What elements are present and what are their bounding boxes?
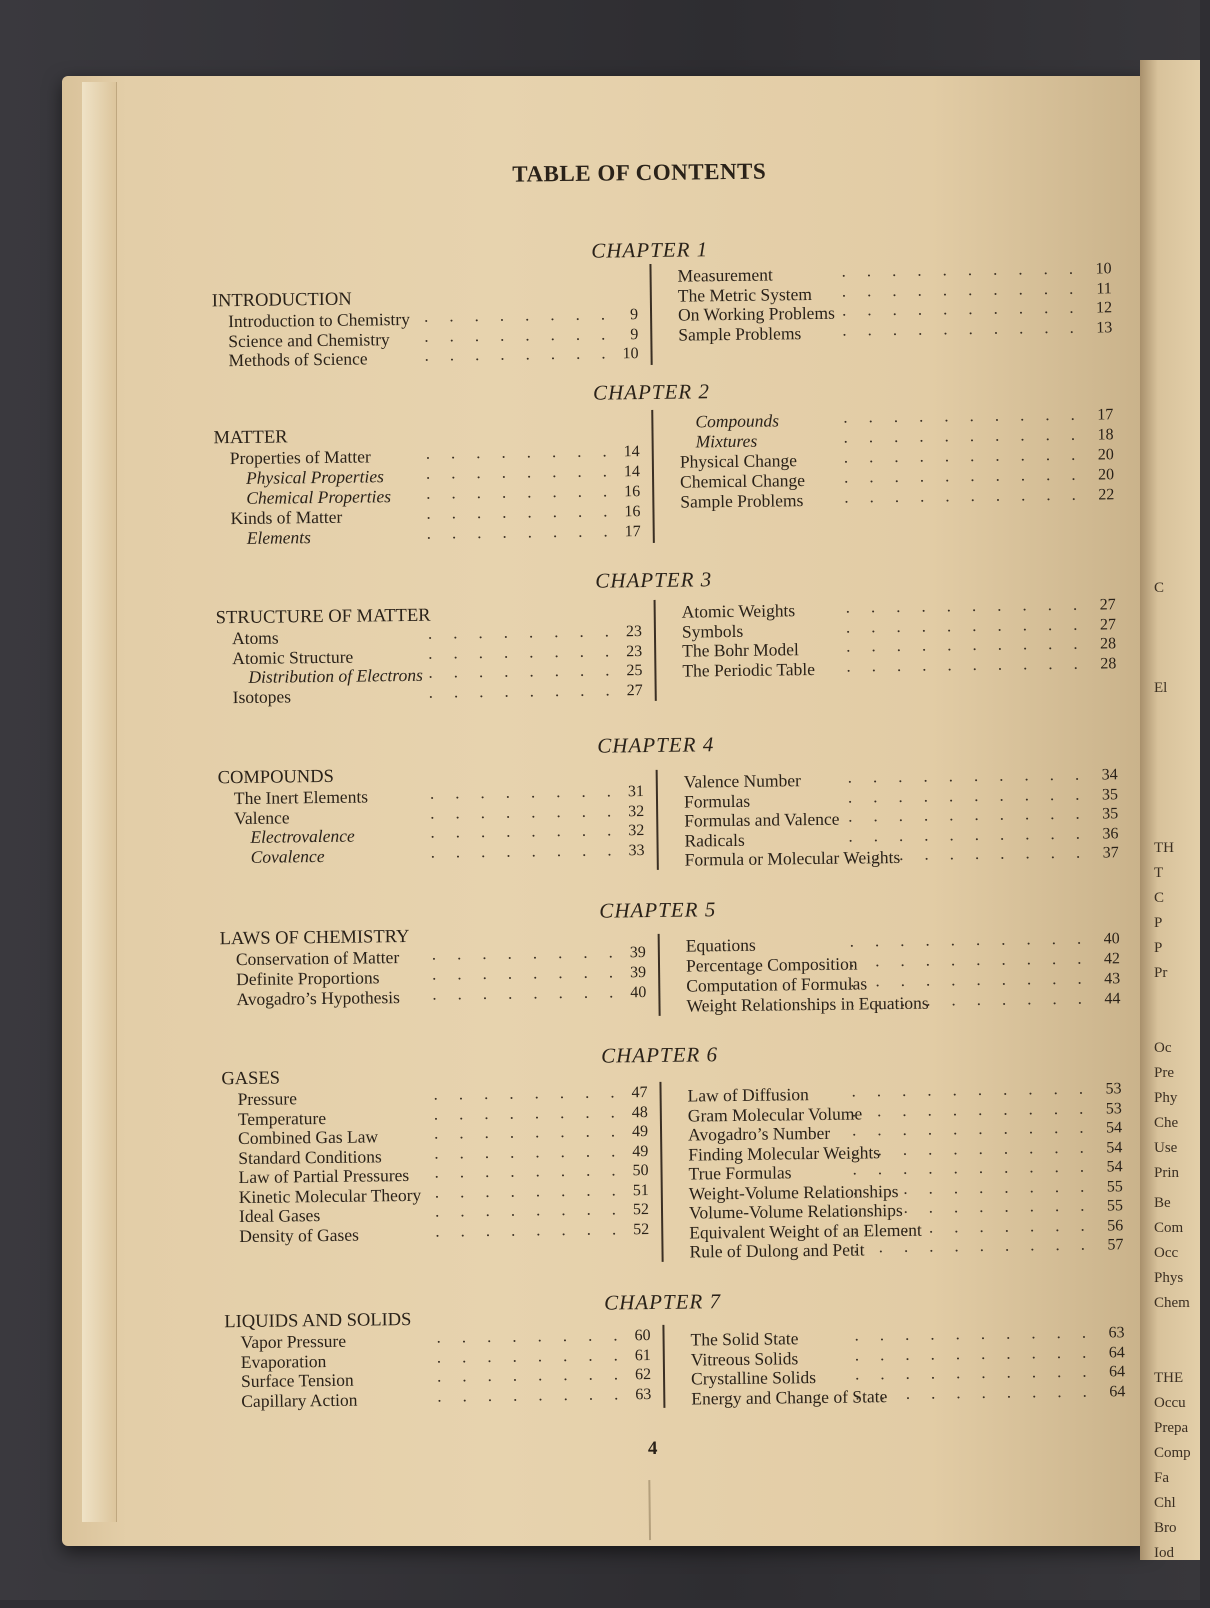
toc-entry-label[interactable]: Ideal Gases <box>238 1205 321 1227</box>
toc-entry-page: 53 <box>1105 1080 1122 1098</box>
toc-entry-page: 55 <box>1106 1197 1124 1215</box>
toc-entry-label[interactable]: Atomic Weights <box>681 600 796 622</box>
toc-entry-label[interactable]: The Metric System <box>677 283 813 306</box>
toc-entry-page: 18 <box>1097 426 1114 444</box>
toc-entry-label[interactable]: Volume-Volume Relationships <box>688 1199 903 1223</box>
facing-page-text: TH <box>1154 840 1174 856</box>
toc-entry-label[interactable]: Isotopes <box>232 685 292 707</box>
facing-page-text: Prepa <box>1154 1420 1189 1436</box>
toc-entry-page: 47 <box>631 1084 648 1102</box>
toc-entry-page: 64 <box>1108 1363 1126 1381</box>
leader-dots: .......... <box>846 633 1099 656</box>
toc-entry-page: 42 <box>1103 950 1121 968</box>
toc-entry-label[interactable]: Compounds <box>695 410 780 432</box>
toc-entry-page: 31 <box>627 783 645 801</box>
toc-entry-page: 64 <box>1108 1343 1125 1361</box>
toc-entry-page: 55 <box>1106 1177 1123 1195</box>
leader-dots: ........ <box>433 1121 637 1143</box>
toc-entry-label[interactable]: Atoms <box>231 627 279 649</box>
leader-dots: .......... <box>852 1136 1105 1160</box>
facing-page-text: Chl <box>1154 1495 1176 1511</box>
toc-entry-page: 20 <box>1097 466 1115 484</box>
leader-dots: .......... <box>843 424 1097 447</box>
toc-entry-page: 52 <box>632 1201 650 1219</box>
facing-page-text: Chem <box>1154 1295 1190 1311</box>
toc-entry-label[interactable]: Measurement <box>677 264 773 286</box>
column-divider <box>651 410 654 543</box>
facing-page-text: Com <box>1154 1220 1184 1236</box>
facing-page-text: Be <box>1154 1195 1171 1211</box>
facing-page-text: Pr <box>1154 965 1168 981</box>
toc-entry-label[interactable]: Percentage Composition <box>685 953 858 976</box>
toc-entry-page: 10 <box>622 345 639 363</box>
toc-entry-label[interactable]: Crystalline Solids <box>690 1367 817 1389</box>
toc-entry-page: 32 <box>628 802 645 820</box>
toc-entry-label[interactable]: The Bohr Model <box>682 639 799 661</box>
toc-entry-label[interactable]: Avogadro’s Hypothesis <box>236 987 400 1010</box>
leader-dots: .......... <box>851 1097 1105 1121</box>
leader-dots: ........ <box>428 640 631 663</box>
leader-dots: .......... <box>849 948 1103 971</box>
toc-entry-page: 39 <box>630 964 647 982</box>
chapter-heading: CHAPTER 1 <box>591 237 709 263</box>
toc-entry-label[interactable]: Radicals <box>684 829 745 851</box>
leader-dots: ........ <box>429 781 633 803</box>
toc-entry-page: 35 <box>1102 805 1119 823</box>
leader-dots: ........ <box>436 1364 640 1386</box>
toc-entry-label[interactable]: Distribution of Electrons <box>248 664 423 687</box>
toc-entry-page: 51 <box>632 1181 649 1199</box>
leader-dots: ........ <box>424 343 627 365</box>
toc-entry-label[interactable]: Temperature <box>237 1107 327 1129</box>
toc-entry-label[interactable]: Gram Molecular Volume <box>687 1102 863 1126</box>
chapter-heading: CHAPTER 2 <box>592 379 711 405</box>
leader-dots: ........ <box>433 1082 636 1104</box>
leader-dots: ........ <box>426 501 629 523</box>
column-divider <box>659 1082 663 1262</box>
leader-dots: .......... <box>846 653 1099 676</box>
toc-entry-page: 11 <box>1096 279 1112 298</box>
section-topic: STRUCTURE OF MATTER <box>215 605 431 629</box>
toc-entry-page: 56 <box>1107 1216 1124 1234</box>
leader-dots: ........ <box>426 521 629 543</box>
leader-dots: .......... <box>852 1156 1106 1179</box>
toc-entry-label[interactable]: Weight-Volume Relationships <box>688 1180 899 1204</box>
toc-entry-page: 27 <box>1099 596 1116 614</box>
leader-dots: .......... <box>848 822 1102 846</box>
toc-entry-page: 23 <box>626 642 643 660</box>
toc-entry-page: 44 <box>1104 990 1121 1008</box>
toc-entry-label[interactable]: Avogadro’s Number <box>687 1122 831 1145</box>
section-topic: MATTER <box>213 427 288 449</box>
toc-entry-label[interactable]: The Inert Elements <box>233 786 369 809</box>
leader-dots: ........ <box>426 481 629 503</box>
leader-dots: .......... <box>847 783 1101 807</box>
leader-dots: ........ <box>436 1325 639 1347</box>
leader-dots: .......... <box>841 297 1095 320</box>
toc-entry-page: 13 <box>1096 318 1113 337</box>
leader-dots: .......... <box>842 317 1095 340</box>
leader-dots: ........ <box>430 800 633 823</box>
facing-page-text: Occu <box>1154 1395 1186 1411</box>
section-topic: COMPOUNDS <box>217 766 334 789</box>
toc-entry-label[interactable]: Surface Tension <box>240 1369 354 1392</box>
leader-dots: .......... <box>849 928 1103 951</box>
toc-entry-label[interactable]: Symbols <box>681 620 744 642</box>
toc-entry-label[interactable]: Vapor Pressure <box>240 1330 347 1353</box>
facing-page-text: Phys <box>1154 1270 1184 1286</box>
toc-entry-page: 20 <box>1097 446 1114 464</box>
toc-entry-label[interactable]: Introduction to Chemistry <box>227 308 411 332</box>
leader-dots: .......... <box>854 1341 1108 1365</box>
toc-entry-page: 53 <box>1105 1099 1122 1117</box>
leader-dots: .......... <box>850 988 1104 1011</box>
leader-dots: ........ <box>436 1344 639 1367</box>
toc-entry-page: 43 <box>1104 970 1121 988</box>
toc-entry-label[interactable]: Mixtures <box>695 430 758 452</box>
section-topic: LIQUIDS AND SOLIDS <box>224 1309 412 1333</box>
leader-dots: .......... <box>847 764 1101 787</box>
facing-page-text: C <box>1154 890 1165 906</box>
leader-dots: ........ <box>434 1199 638 1221</box>
toc-entry-page: 16 <box>624 503 641 521</box>
leader-dots: ........ <box>425 461 629 483</box>
toc-entry-label[interactable]: Chemical Properties <box>246 486 392 508</box>
toc-entry-page: 34 <box>1101 766 1118 784</box>
toc-entry-label[interactable]: Energy and Change of State <box>691 1385 888 1409</box>
toc-entry-label[interactable]: Science and Chemistry <box>228 328 390 351</box>
facing-page-text: Fa <box>1154 1470 1169 1486</box>
toc-entry-label[interactable]: Conservation of Matter <box>235 947 400 970</box>
toc-entry-page: 10 <box>1095 260 1112 278</box>
facing-page-text: El <box>1154 680 1168 696</box>
leader-dots: .......... <box>851 1117 1105 1140</box>
facing-page-text: Iod <box>1154 1545 1174 1561</box>
toc-entry-page: 25 <box>626 662 643 680</box>
toc-entry-page: 12 <box>1095 299 1113 317</box>
leader-dots: .......... <box>853 1234 1107 1257</box>
leader-dots: ........ <box>432 982 635 1004</box>
leader-dots: ........ <box>434 1160 637 1182</box>
toc-entry-label[interactable]: Valence <box>234 806 290 828</box>
section-topic: GASES <box>221 1068 281 1090</box>
toc-entry-page: 33 <box>628 841 645 859</box>
toc-entry-label[interactable]: The Periodic Table <box>682 658 816 681</box>
leader-dots: .......... <box>848 803 1101 826</box>
toc-entry-label[interactable]: Combined Gas Law <box>237 1126 379 1149</box>
leader-dots: ........ <box>423 304 627 326</box>
toc-entry-page: 60 <box>634 1327 651 1345</box>
toc-entry-label[interactable]: Electrovalence <box>250 825 355 847</box>
toc-entry-label[interactable]: Formulas <box>683 790 751 812</box>
toc-entry-label[interactable]: Formulas and Valence <box>684 808 840 831</box>
leader-dots: ........ <box>434 1140 637 1163</box>
toc-entry-page: 9 <box>629 306 639 324</box>
toc-entry-page: 49 <box>631 1123 649 1141</box>
leader-dots: ........ <box>433 1101 636 1124</box>
facing-page-text: Oc <box>1154 1040 1172 1056</box>
chapter-heading: CHAPTER 4 <box>597 732 715 758</box>
toc-entry-page: 50 <box>632 1162 649 1180</box>
toc-entry-page: 54 <box>1105 1119 1123 1137</box>
chapter-heading: CHAPTER 3 <box>595 567 713 593</box>
toc-entry-label[interactable]: Equivalent Weight of an Element <box>689 1219 922 1243</box>
leader-dots: .......... <box>851 1078 1105 1101</box>
toc-entry-page: 9 <box>630 325 639 343</box>
toc-entry-label[interactable]: Pressure <box>237 1088 298 1110</box>
toc-entry-page: 54 <box>1106 1138 1123 1156</box>
facing-page-text: Che <box>1154 1115 1179 1131</box>
page-title: TABLE OF CONTENTS <box>512 158 767 187</box>
toc-entry-label[interactable]: On Working Problems <box>677 302 835 325</box>
toc-entry-page: 14 <box>623 463 641 481</box>
leader-dots: ........ <box>430 820 633 842</box>
column-divider <box>658 934 661 1016</box>
leader-dots: .......... <box>853 1214 1106 1238</box>
column-divider <box>654 600 657 701</box>
toc-entry-label[interactable]: Finding Molecular Weights <box>688 1141 881 1165</box>
toc-entry-page: 16 <box>624 483 641 501</box>
leader-dots: ........ <box>437 1383 640 1406</box>
toc-entry-label[interactable]: Covalence <box>250 845 325 867</box>
facing-page-text: Occ <box>1154 1245 1179 1261</box>
facing-page-text: Comp <box>1154 1445 1191 1461</box>
column-divider <box>649 264 652 365</box>
toc-entry-label[interactable]: Kinds of Matter <box>230 506 343 529</box>
toc-entry-label[interactable]: Valence Number <box>683 770 802 792</box>
leader-dots: ........ <box>430 839 633 862</box>
toc-entry-label[interactable]: Formula or Molecular Weights <box>684 846 901 870</box>
column-divider <box>662 1325 665 1408</box>
leader-dots: ........ <box>431 962 635 984</box>
column-divider <box>656 770 659 870</box>
toc-entry-page: 57 <box>1107 1236 1124 1254</box>
chapter-heading: CHAPTER 6 <box>600 1042 719 1068</box>
toc-entry-page: 40 <box>630 984 647 1002</box>
toc-entry-page: 27 <box>626 681 643 699</box>
toc-entry-label[interactable]: Law of Partial Pressures <box>238 1164 410 1188</box>
toc-entry-label[interactable]: Sample Problems <box>678 322 802 345</box>
leader-dots: .......... <box>843 444 1097 467</box>
toc-entry-label[interactable]: Physical Change <box>679 450 798 472</box>
facing-page-text: C <box>1154 580 1165 596</box>
toc-entry-page: 40 <box>1103 930 1120 948</box>
toc-entry-label[interactable]: Chemical Change <box>679 470 806 492</box>
toc-entry-label[interactable]: Capillary Action <box>241 1389 358 1411</box>
toc-entry-label[interactable]: Physical Properties <box>245 466 385 488</box>
leader-dots: .......... <box>850 968 1103 991</box>
leader-dots: .......... <box>854 1322 1108 1345</box>
chapter-heading: CHAPTER 5 <box>599 897 717 923</box>
leader-dots: ........ <box>431 942 634 964</box>
toc-entry-label[interactable]: Law of Diffusion <box>687 1084 809 1106</box>
toc-entry-page: 22 <box>1098 486 1115 504</box>
facing-page-text: P <box>1154 940 1163 956</box>
leader-dots: ........ <box>424 323 627 346</box>
leader-dots: ........ <box>427 621 631 643</box>
toc-entry-label[interactable]: Vitreous Solids <box>690 1347 799 1370</box>
leader-dots: .......... <box>841 278 1095 301</box>
toc-entry-page: 63 <box>1108 1324 1125 1342</box>
page-number: 4 <box>647 1437 658 1460</box>
toc-entry-label[interactable]: Equations <box>685 934 756 956</box>
leader-dots: .......... <box>848 842 1102 865</box>
toc-entry-label[interactable]: Evaporation <box>240 1350 327 1372</box>
leader-dots: .......... <box>843 464 1097 487</box>
toc-entry-label[interactable]: Atomic Structure <box>232 646 354 668</box>
toc-entry-label[interactable]: Weight Relationships in Equations <box>686 992 929 1016</box>
leader-dots: ........ <box>435 1218 638 1241</box>
toc-entry-label[interactable]: Density of Gases <box>239 1224 359 1246</box>
toc-entry-page: 17 <box>1097 406 1114 424</box>
toc-entry-label[interactable]: Methods of Science <box>228 348 368 371</box>
toc-entry-page: 17 <box>624 523 641 541</box>
chapter-heading: CHAPTER 7 <box>603 1289 722 1315</box>
toc-entry-label[interactable]: The Solid State <box>690 1328 799 1350</box>
toc-entry-page: 36 <box>1102 824 1119 842</box>
toc-entry-label[interactable]: Properties of Matter <box>229 446 371 469</box>
facing-page-text: P <box>1154 915 1163 931</box>
toc-entry-page: 54 <box>1106 1158 1123 1176</box>
toc-entry-label[interactable]: Kinetic Molecular Theory <box>238 1184 422 1207</box>
facing-page-text: Pre <box>1154 1065 1174 1081</box>
toc-entry-page: 52 <box>633 1220 650 1238</box>
leader-dots: .......... <box>841 258 1095 281</box>
leader-dots: .......... <box>854 1361 1108 1384</box>
toc-entry-page: 28 <box>1100 654 1117 672</box>
toc-entry-page: 37 <box>1102 844 1119 862</box>
leader-dots: ........ <box>428 660 631 682</box>
facing-page-text: Prin <box>1154 1165 1180 1181</box>
toc-entry-label[interactable]: Standard Conditions <box>238 1145 382 1168</box>
leader-dots: .......... <box>852 1195 1106 1218</box>
toc-entry-page: 28 <box>1100 635 1117 653</box>
toc-entry-page: 64 <box>1109 1382 1126 1400</box>
toc-entry-page: 27 <box>1099 615 1116 633</box>
toc-entry-label[interactable]: Sample Problems <box>680 490 804 512</box>
leader-dots: .......... <box>845 614 1099 637</box>
toc-entry-page: 39 <box>629 944 646 962</box>
toc-entry-page: 23 <box>625 623 643 641</box>
leader-dots: .......... <box>855 1380 1108 1404</box>
toc-entry-label[interactable]: Elements <box>246 527 312 548</box>
facing-page-text: Phy <box>1154 1090 1178 1106</box>
leader-dots: .......... <box>843 404 1096 427</box>
toc-entry-page: 61 <box>634 1346 651 1364</box>
leader-dots: .......... <box>845 594 1099 617</box>
toc-entry-page: 49 <box>632 1142 649 1160</box>
toc-entry-page: 48 <box>631 1103 648 1121</box>
toc-entry-label[interactable]: Computation of Formulas <box>686 973 868 996</box>
section-topic: LAWS OF CHEMISTRY <box>219 926 410 950</box>
facing-page-text: THE <box>1154 1370 1184 1386</box>
leader-dots: ........ <box>434 1179 637 1202</box>
leader-dots: .......... <box>852 1175 1106 1199</box>
toc-entry-label[interactable]: Definite Proportions <box>236 967 380 990</box>
toc-entry-label[interactable]: Rule of Dulong and Petit <box>689 1239 865 1262</box>
facing-page-text: Bro <box>1154 1520 1177 1536</box>
leader-dots: ........ <box>425 441 628 463</box>
leader-dots: ........ <box>428 679 631 702</box>
toc-entry-page: 63 <box>635 1385 652 1403</box>
toc-entry-label[interactable]: True Formulas <box>688 1162 792 1184</box>
facing-page-text: Use <box>1154 1140 1178 1156</box>
toc-entry-page: 32 <box>628 822 645 840</box>
page-crease <box>648 1480 651 1540</box>
facing-page-text: T <box>1154 865 1164 881</box>
leader-dots: .......... <box>844 484 1097 507</box>
toc-entry-page: 14 <box>623 443 640 461</box>
toc-entry-page: 35 <box>1101 785 1119 803</box>
toc-entry-page: 62 <box>634 1366 652 1384</box>
section-topic: INTRODUCTION <box>211 289 352 312</box>
